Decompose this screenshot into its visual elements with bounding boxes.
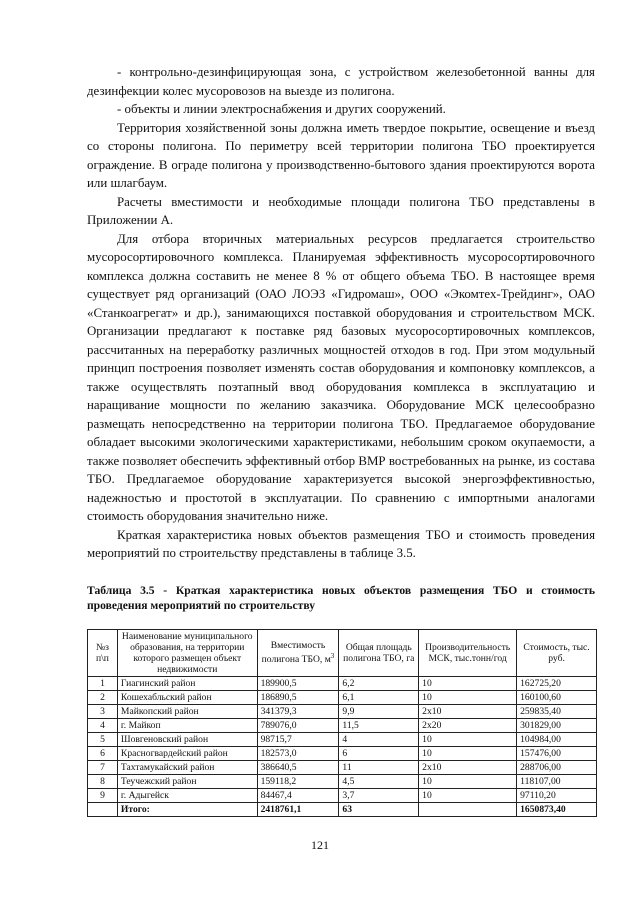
cell-num: 8 [88,775,118,789]
header-num: №з п\п [88,630,118,677]
header-capacity: Вместимость полигона ТБО, $м^3$ [257,630,339,677]
cell-area: 11,5 [339,719,419,733]
cell-area: 4,5 [339,775,419,789]
cell-capacity: 186890,5 [257,691,339,705]
table-row [88,719,597,733]
cell-capacity: 789076,0 [257,719,339,733]
cell-capacity: 98715,7 [257,733,339,747]
cell-cost: 118107,00 [517,775,597,789]
cell-cost: 157476,00 [517,747,597,761]
total-area: 63 [339,803,419,817]
cell-cost: 104984,00 [517,733,597,747]
paragraph: Краткая характеристика новых объектов размещения ТБО и стоимость проведения мероприятий по строительству представлены в таблице 3.5. [87,527,595,560]
cell-area: 6,2 [339,677,419,691]
cell-capacity: 341379,3 [257,705,339,719]
cell-num: 1 [88,677,118,691]
cell-cost: 97110,20 [517,789,597,803]
cell-area: 6,1 [339,691,419,705]
header-cost: Стоимость, тыс. руб. [517,630,597,677]
total-cost: 1650873,40 [517,803,597,817]
cell-capacity: 159118,2 [257,775,339,789]
cell-cost: 160100,60 [517,691,597,705]
cell-name: Гиагинский район [117,677,257,691]
cell-productivity: 2х10 [419,705,517,719]
cell-name: Шовгеновский район [117,733,257,747]
cell-num: 2 [88,691,118,705]
table-row [88,733,597,747]
cell-num: 4 [88,719,118,733]
total-label: Итого: [117,803,257,817]
cell-name: Тахтамукайский район [117,761,257,775]
cell-area: 11 [339,761,419,775]
total-productivity [419,803,517,817]
header-name: Наименование муниципального образования, на территории которого размещен объект недвижимости [117,630,257,677]
data-table [87,629,597,817]
cell-capacity: 182573,0 [257,747,339,761]
cell-num: 5 [88,733,118,747]
paragraph: Расчеты вместимости и необходимые площади полигона ТБО представлены в Приложении А. [87,194,595,227]
cell-num: 6 [88,747,118,761]
cell-cost: 288706,00 [517,761,597,775]
table-row [88,761,597,775]
cell-capacity: 189900,5 [257,677,339,691]
header-area: Общая площадь полигона ТБО, га [339,630,419,677]
paragraph: Для отбора вторичных материальных ресурсов предлагается строительство мусоросортировочного комплекса. Планируемая эффективность мусоросортировочного комплекса должна составить не менее 8 % от общего объема ТБО. В настоящее время существует ряд организаций (ОАО ЛОЭЗ «Гидромаш», ООО «Экомтех-Трейдинг», ОАО «Станкоагрегат» и др.), занимающихся поставкой оборудования и строительством МСК. Организации предлагают к поставке ряд базовых мусоросортировочных комплексов, рассчитанных на переработку различных мощностей отходов в год. При этом модульный принцип построения позволяет изменять состав оборудования и компоновку комплексов, а также осуществлять поэтапный ввод оборудования комплекса в эксплуатацию и наращивание мощности по желанию заказчика. Оборудование МСК целесообразно размещать непосредственно на территории полигона ТБО. Предлагаемое оборудование обладает высокими экологическими характеристиками, небольшим сроком окупаемости, а также позволяет обеспечить эффективный отбор ВМР востребованных на рынке, из состава ТБО. Предлагаемое оборудование характеризуется высокой энергоэффективностью, надежностью и простотой в эксплуатации. По сравнению с импортными аналогами стоимость оборудования значительно ниже. [87,231,595,523]
cell-productivity: 10 [419,775,517,789]
total-capacity: 2418761,1 [257,803,339,817]
cell-cost: 259835,40 [517,705,597,719]
cell-capacity: 386640,5 [257,761,339,775]
cell-capacity: 84467,4 [257,789,339,803]
cell-productivity: 2х20 [419,719,517,733]
table-row [88,705,597,719]
cell-productivity: 10 [419,677,517,691]
paragraph: Территория хозяйственной зоны должна иметь твердое покрытие, освещение и въезд со стороны полигона. По периметру всей территории полигона ТБО проектируется ограждение. В ограде полигона у производственно-бытового здания проектируются ворота или шлагбаум. [87,120,595,190]
table-total-row [88,803,597,817]
cell-num: 3 [88,705,118,719]
cell-name: Теучежский район [117,775,257,789]
cell-name: г. Адыгейск [117,789,257,803]
table-row [88,677,597,691]
table-row [88,775,597,789]
table-row [88,691,597,705]
paragraph: - объекты и линии электроснабжения и других сооружений. [117,102,446,116]
cell-num: 9 [88,789,118,803]
cell-num [88,803,118,817]
cell-area: 9,9 [339,705,419,719]
table-row [88,747,597,761]
cell-productivity: 10 [419,789,517,803]
cell-productivity: 2х10 [419,761,517,775]
cell-num: 7 [88,761,118,775]
header-productivity: Производительность МСК, тыс.тонн/год [419,630,517,677]
cell-name: г. Майкоп [117,719,257,733]
page-number: 121 [311,838,329,852]
cell-name: Майкопский район [117,705,257,719]
cell-cost: 301829,00 [517,719,597,733]
table-row [88,789,597,803]
cell-name: Красногвардейский район [117,747,257,761]
cell-name: Кошехабльский район [117,691,257,705]
body-text [87,63,595,563]
paragraph: - контрольно-дезинфицирующая зона, с устройством железобетонной ванны для дезинфекции колес мусоровозов на выезде из полигона. [87,65,595,98]
cell-area: 6 [339,747,419,761]
cell-productivity: 10 [419,733,517,747]
table-caption: Таблица 3.5 - Краткая характеристика новых объектов размещения ТБО и стоимость проведения мероприятий по строительству [87,584,595,612]
cell-cost: 162725,20 [517,677,597,691]
cell-area: 4 [339,733,419,747]
cell-productivity: 10 [419,747,517,761]
cell-productivity: 10 [419,691,517,705]
table-header-row [88,630,597,677]
cell-area: 3,7 [339,789,419,803]
